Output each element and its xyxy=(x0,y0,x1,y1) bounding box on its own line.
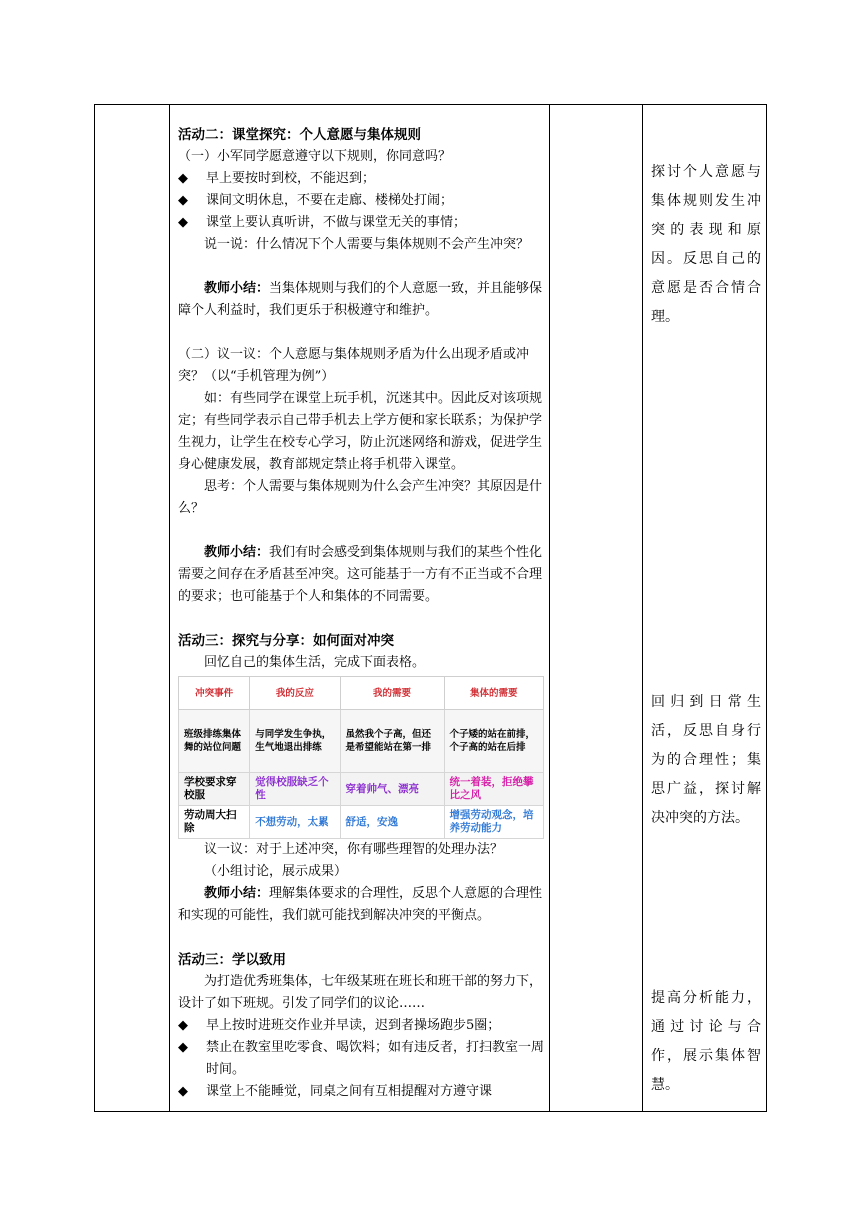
table-cell: 统一着装，拒绝攀比之风 xyxy=(444,773,543,806)
teacher-summary: 教师小结：我们有时会感受到集体规则与我们的某些个性化需要之间存在矛盾甚至冲突。这可能基于一方有不正当或不合理的要求；也可能基于个人和集体的不同需要。 xyxy=(178,545,543,604)
table-row xyxy=(179,773,544,806)
diamond-bullet-icon: ◆ xyxy=(178,193,188,208)
table-cell: 劳动周大扫除 xyxy=(179,806,250,839)
diamond-bullet-icon: ◆ xyxy=(178,171,188,186)
teacher-summary: 教师小结：当集体规则与我们的个人意愿一致，并且能够保障个人利益时，我们更乐于积极遵守和维护。 xyxy=(178,281,543,318)
teacher-summary: 教师小结：理解集体要求的合理性，反思个人意愿的合理性和实现的可能性，我们就可能找到解决冲突的平衡点。 xyxy=(178,886,543,923)
table-cell: 个子矮的站在前排，个子高的站在后排 xyxy=(444,710,543,773)
table-cell: 觉得校服缺乏个性 xyxy=(250,773,340,806)
column-divider xyxy=(549,105,550,1111)
diamond-bullet-icon: ◆ xyxy=(178,1040,188,1055)
think-prompt: 思考：个人需要与集体规则为什么会产生冲突？其原因是什么？ xyxy=(178,479,543,516)
question-2: （二）议一议：个人意愿与集体规则矛盾为什么出现矛盾或冲突？（以“手机管理为例”） xyxy=(178,347,530,384)
conflict-table xyxy=(178,676,544,839)
list-item: ◆ 课间文明休息，不要在走廊、楼梯处打闹； xyxy=(178,190,544,212)
group-note: （小组讨论，展示成果） xyxy=(204,864,348,879)
list-item: ◆ 课堂上要认真听讲，不做与课堂无关的事情； xyxy=(178,212,544,234)
diamond-bullet-icon: ◆ xyxy=(178,1018,188,1033)
table-cell: 与同学发生争执，生气地退出排练 xyxy=(250,710,340,773)
diamond-bullet-icon: ◆ xyxy=(178,215,188,230)
list-item: ◆ 禁止在教室里吃零食、喝饮料；如有违反者，打扫教室一周时间。 xyxy=(178,1037,544,1081)
table-intro: 回忆自己的集体生活，完成下面表格。 xyxy=(204,655,426,670)
design-intent-note: 提高分析能力，通过讨论与合作，展示集体智慧。 xyxy=(651,990,761,1093)
table-cell: 不想劳动，太累 xyxy=(250,806,340,839)
diamond-bullet-icon: ◆ xyxy=(178,1084,188,1099)
table-cell: 穿着帅气、漂亮 xyxy=(340,773,444,806)
column-header: 我的需要 xyxy=(340,677,444,710)
design-intent-note: 探讨个人意愿与集体规则发生冲突的表现和原因。反思自己的意愿是否合情合理。 xyxy=(651,164,761,325)
activity3-title: 活动三：探究与分享：如何面对冲突 xyxy=(178,633,394,649)
table-row xyxy=(179,806,544,839)
phone-example: 如：有些同学在课堂上玩手机，沉迷其中。因此反对该项规定；有些同学表示自己带手机去上学方便和家长联系；为保护学生视力，让学生在校专心学习，防止沉迷网络和游戏，促进学生身心健康发展，教育部规定禁止将手机带入课堂。 xyxy=(178,391,543,472)
list-item: ◆ 课堂上不能睡觉，同桌之间有互相提醒对方遵守课 xyxy=(178,1081,544,1103)
list-item: ◆ 早上按时进班交作业并早读，迟到者操场跑步5圈； xyxy=(178,1015,544,1037)
class-rules-intro: 为打造优秀班集体，七年级某班在班长和班干部的努力下，设计了如下班规。引发了同学们的议论…… xyxy=(178,974,543,1011)
table-row xyxy=(179,710,544,773)
column-header: 我的反应 xyxy=(250,677,340,710)
teaching-content xyxy=(178,124,544,1103)
column-header: 集体的需要 xyxy=(444,677,543,710)
list-item: ◆ 早上要按时到校，不能迟到； xyxy=(178,168,544,190)
table-cell: 学校要求穿校服 xyxy=(179,773,250,806)
table-cell: 增强劳动观念，培养劳动能力 xyxy=(444,806,543,839)
column-header: 冲突事件 xyxy=(179,677,250,710)
column-divider xyxy=(169,105,170,1111)
column-divider xyxy=(642,105,643,1111)
table-cell: 班级排练集体舞的站位问题 xyxy=(179,710,250,773)
discussion-prompt: 说一说：什么情况下个人需要与集体规则不会产生冲突？ xyxy=(204,237,530,252)
question-1: （一）小军同学愿意遵守以下规则，你同意吗？ xyxy=(178,149,452,164)
design-intent-note: 回归到日常生活，反思自身行为的合理性；集思广益，探讨解决冲突的方法。 xyxy=(651,694,761,826)
activity2-title: 活动二：课堂探究：个人意愿与集体规则 xyxy=(178,127,421,143)
table-cell: 舒适，安逸 xyxy=(340,806,444,839)
discussion-prompt: 议一议：对于上述冲突，你有哪些理智的处理办法？ xyxy=(204,842,504,857)
activity4-title: 活动三：学以致用 xyxy=(178,952,286,968)
table-cell: 虽然我个子高，但还是希望能站在第一排 xyxy=(340,710,444,773)
